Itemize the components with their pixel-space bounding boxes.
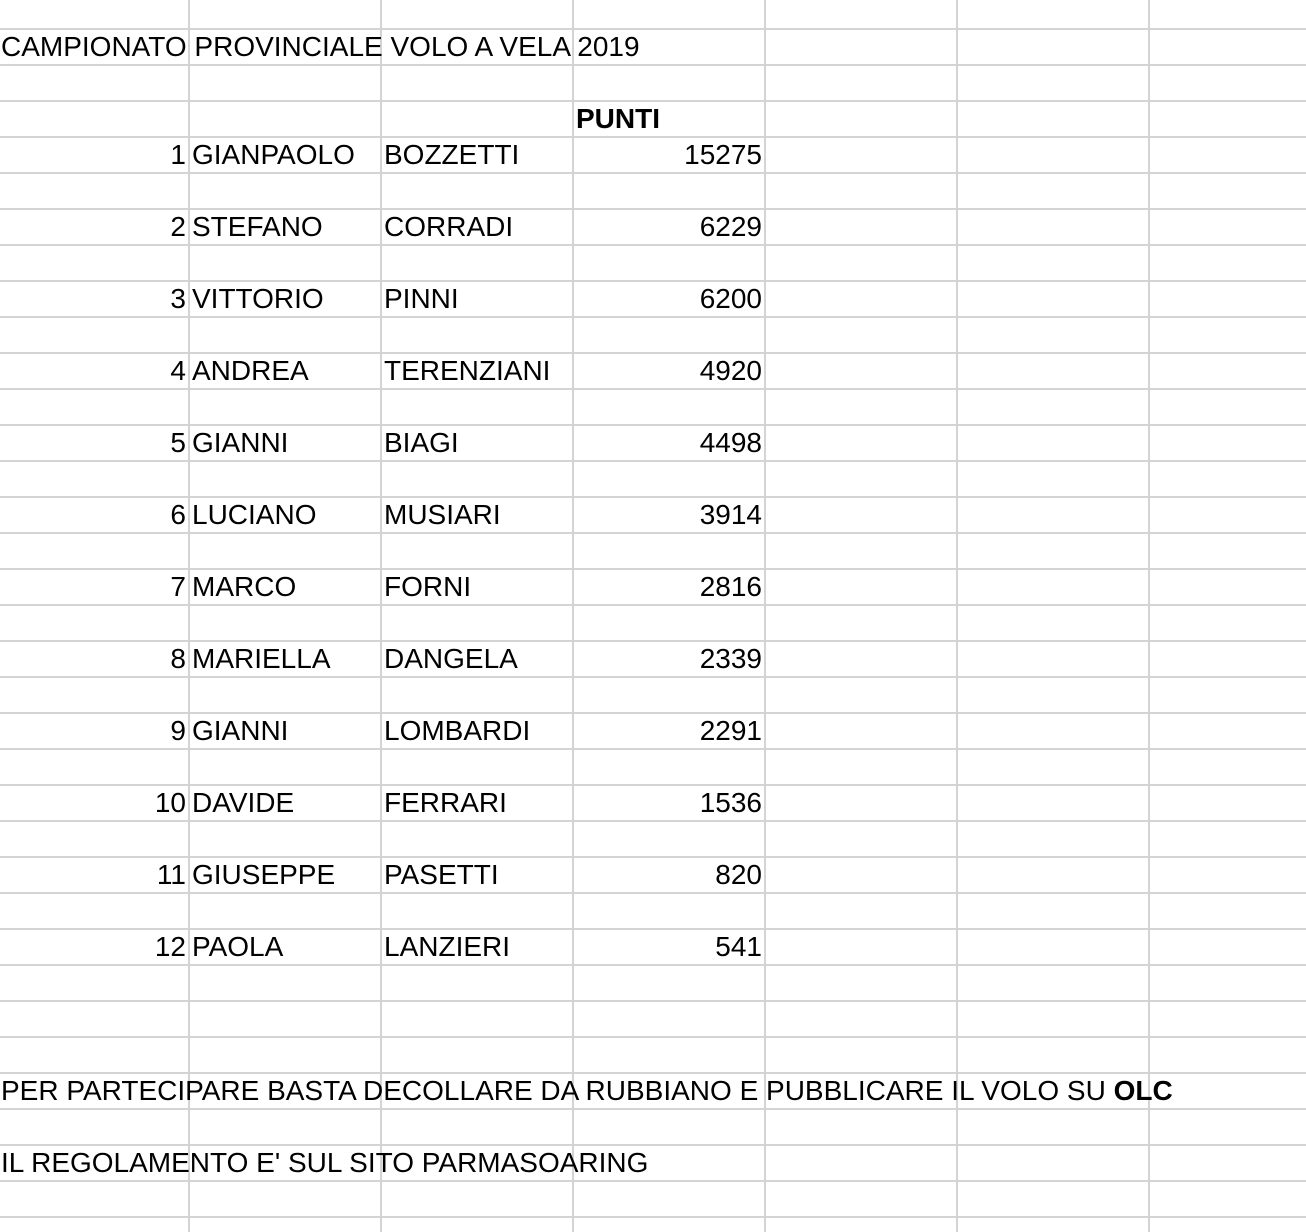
first-name-cell[interactable]: PAOLA [192,930,378,964]
row-divider [0,388,1306,390]
points-cell[interactable]: 3914 [576,498,762,532]
row-divider [0,1036,1306,1038]
row-divider [0,748,1306,750]
rank-cell[interactable]: 10 [2,786,186,820]
first-name-cell[interactable]: GIANPAOLO [192,138,378,172]
last-name-cell[interactable]: BIAGI [384,426,570,460]
points-cell[interactable]: 15275 [576,138,762,172]
row-divider [0,1000,1306,1002]
first-name-cell[interactable]: STEFANO [192,210,378,244]
row-divider [0,1108,1306,1110]
first-name-cell[interactable]: MARIELLA [192,642,378,676]
row-divider [0,820,1306,822]
participation-note: PER PARTECIPARE BASTA DECOLLARE DA RUBBIANO E PUBBLICARE IL VOLO SU [1,1075,1114,1106]
first-name-cell[interactable]: VITTORIO [192,282,378,316]
row-divider [0,676,1306,678]
first-name-cell[interactable]: DAVIDE [192,786,378,820]
last-name-cell[interactable]: LOMBARDI [384,714,570,748]
row-divider [0,604,1306,606]
last-name-cell[interactable]: CORRADI [384,210,570,244]
rank-cell[interactable]: 3 [2,282,186,316]
last-name-cell[interactable]: PASETTI [384,858,570,892]
participation-note-cell[interactable] [1,1074,1173,1108]
rank-cell[interactable]: 12 [2,930,186,964]
points-cell[interactable]: 6229 [576,210,762,244]
column-divider [188,0,190,1232]
sheet-title: CAMPIONATO PROVINCIALE VOLO A VELA 2019 [1,31,640,62]
rank-cell[interactable]: 1 [2,138,186,172]
last-name-cell[interactable]: DANGELA [384,642,570,676]
points-cell[interactable]: 2339 [576,642,762,676]
row-divider [0,64,1306,66]
first-name-cell[interactable]: LUCIANO [192,498,378,532]
first-name-cell[interactable]: GIANNI [192,714,378,748]
column-divider [572,0,574,1232]
points-cell[interactable]: 4498 [576,426,762,460]
rank-cell[interactable]: 11 [2,858,186,892]
row-divider [0,1180,1306,1182]
points-cell[interactable]: 541 [576,930,762,964]
first-name-cell[interactable]: GIUSEPPE [192,858,378,892]
last-name-cell[interactable]: LANZIERI [384,930,570,964]
row-divider [0,964,1306,966]
points-cell[interactable]: 1536 [576,786,762,820]
rank-cell[interactable]: 9 [2,714,186,748]
row-divider [0,316,1306,318]
sheet-title-cell[interactable] [1,30,640,64]
column-divider [956,0,958,1232]
row-divider [0,532,1306,534]
rank-cell[interactable]: 2 [2,210,186,244]
points-cell[interactable]: 820 [576,858,762,892]
column-divider [380,0,382,1232]
rank-cell[interactable]: 6 [2,498,186,532]
last-name-cell[interactable]: PINNI [384,282,570,316]
points-column-header[interactable]: PUNTI [576,102,762,136]
row-divider [0,172,1306,174]
rules-note-cell[interactable] [1,1146,648,1180]
row-divider [0,460,1306,462]
row-divider [0,1216,1306,1218]
last-name-cell[interactable]: FORNI [384,570,570,604]
rank-cell[interactable]: 8 [2,642,186,676]
points-cell[interactable]: 4920 [576,354,762,388]
rank-cell[interactable]: 5 [2,426,186,460]
last-name-cell[interactable]: BOZZETTI [384,138,570,172]
last-name-cell[interactable]: TERENZIANI [384,354,570,388]
row-divider [0,244,1306,246]
points-cell[interactable]: 2816 [576,570,762,604]
column-divider [764,0,766,1232]
rank-cell[interactable]: 7 [2,570,186,604]
first-name-cell[interactable]: ANDREA [192,354,378,388]
points-cell[interactable]: 2291 [576,714,762,748]
olc-label: OLC [1113,1075,1173,1106]
row-divider [0,892,1306,894]
first-name-cell[interactable]: GIANNI [192,426,378,460]
first-name-cell[interactable]: MARCO [192,570,378,604]
last-name-cell[interactable]: FERRARI [384,786,570,820]
rank-cell[interactable]: 4 [2,354,186,388]
column-divider [1148,0,1150,1232]
points-cell[interactable]: 6200 [576,282,762,316]
last-name-cell[interactable]: MUSIARI [384,498,570,532]
rules-note: IL REGOLAMENTO E' SUL SITO PARMASOARING [1,1147,649,1178]
